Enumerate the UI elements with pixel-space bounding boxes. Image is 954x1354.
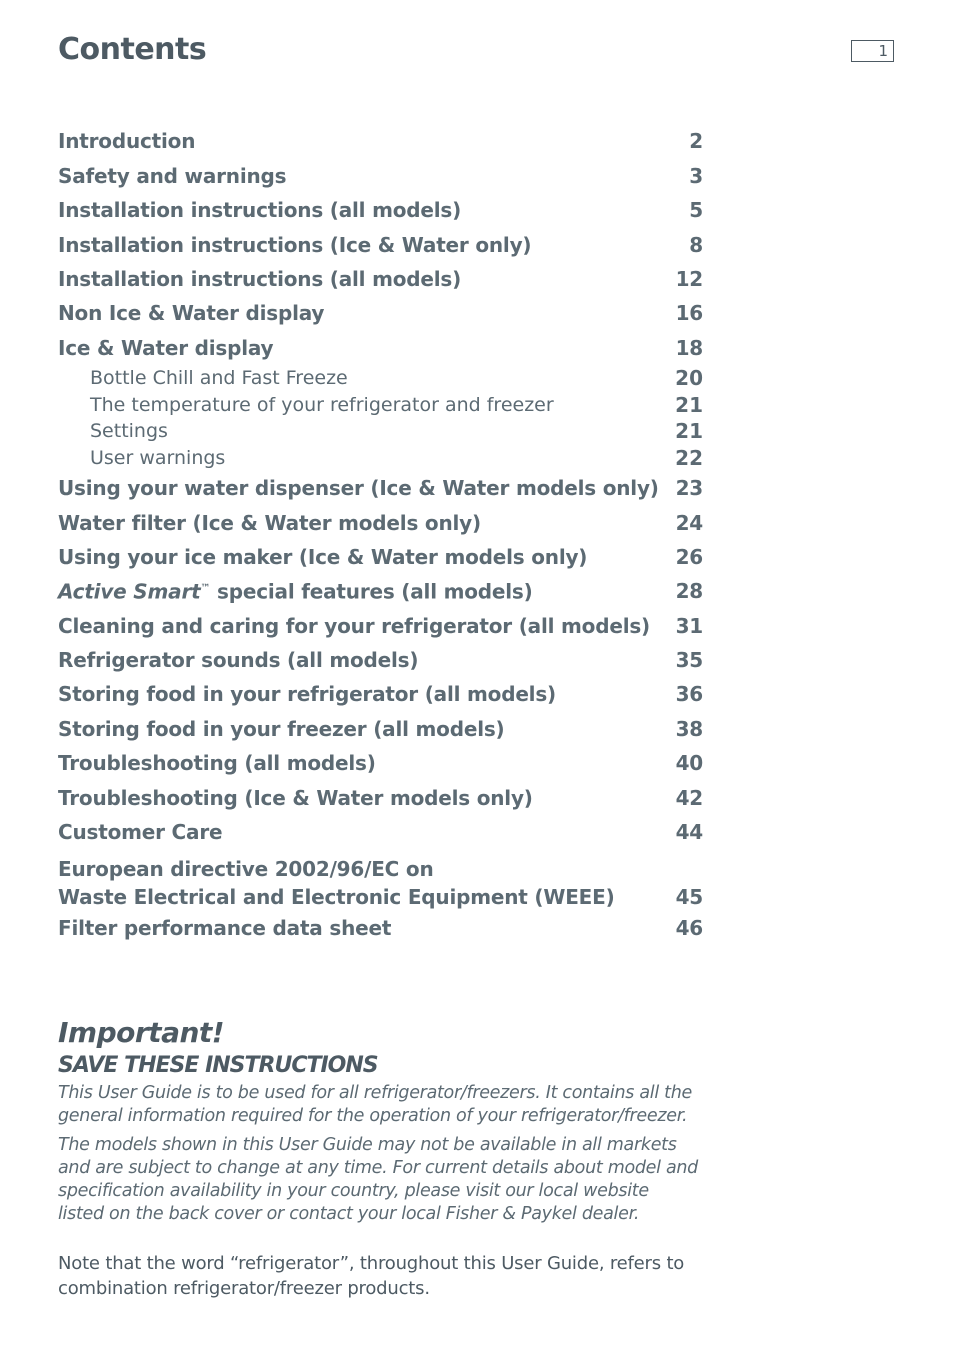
toc-entry-page: 28 bbox=[675, 579, 703, 604]
usage-paragraph: This User Guide is to be used for all refrigerator/freezers. It contains all the general information required for the operation of your refrigerator/freezer. bbox=[58, 1083, 692, 1126]
toc-entry[interactable] bbox=[58, 227, 703, 261]
toc-entry[interactable] bbox=[58, 540, 703, 574]
toc-entry-label: Storing food in your freezer (all models) bbox=[58, 716, 505, 741]
toc-entry-label: Using your ice maker (Ice & Water models only) bbox=[58, 544, 588, 569]
toc-entry-label bbox=[58, 572, 533, 609]
toc-entry[interactable] bbox=[58, 849, 703, 911]
toc-entry-label: User warnings bbox=[90, 446, 226, 469]
toc-entry[interactable] bbox=[58, 330, 703, 364]
toc-entry[interactable] bbox=[58, 193, 703, 227]
toc-entry[interactable] bbox=[58, 711, 703, 745]
toc-entry-page: 31 bbox=[675, 613, 703, 638]
page-title: Contents bbox=[58, 32, 207, 67]
toc-entry[interactable] bbox=[58, 124, 703, 158]
toc-entry-label: Refrigerator sounds (all models) bbox=[58, 648, 419, 673]
toc-entry-page: 20 bbox=[675, 366, 703, 391]
toc-entry-page: 2 bbox=[689, 129, 703, 154]
models-paragraph: The models shown in this User Guide may not be available in all markets and are subject to change at any time. For current details about model and specification availability in your country, please visit our local website listed on the back cover or contact your local Fisher & Paykel dealer. bbox=[58, 1135, 698, 1224]
toc-entry-page: 42 bbox=[675, 785, 703, 810]
toc-entry-label: Installation instructions (Ice & Water only) bbox=[58, 232, 532, 257]
toc-entry-label: Troubleshooting (all models) bbox=[58, 751, 376, 776]
toc-entry-label: Storing food in your refrigerator (all models) bbox=[58, 682, 556, 707]
toc-subentry[interactable] bbox=[58, 391, 703, 418]
toc-entry-label-rest: special features (all models) bbox=[210, 579, 533, 604]
toc-entry-page: 36 bbox=[675, 682, 703, 707]
toc-entry-page: 16 bbox=[675, 301, 703, 326]
toc-entry-page: 26 bbox=[675, 544, 703, 569]
toc-entry-label: Settings bbox=[90, 420, 168, 443]
toc-entry[interactable] bbox=[58, 608, 703, 642]
toc-entry-page: 21 bbox=[675, 392, 703, 417]
toc-entry-label bbox=[58, 855, 615, 911]
toc-entry-page: 12 bbox=[675, 266, 703, 291]
toc-entry-page: 3 bbox=[689, 163, 703, 188]
toc-entry-label: Installation instructions (all models) bbox=[58, 198, 462, 223]
toc-entry[interactable] bbox=[58, 505, 703, 539]
toc-entry-label: Ice & Water display bbox=[58, 335, 274, 360]
toc-entry-label: Bottle Chill and Fast Freeze bbox=[90, 367, 348, 390]
toc-entry[interactable] bbox=[58, 780, 703, 814]
toc-subentry[interactable] bbox=[58, 365, 703, 392]
toc-entry[interactable] bbox=[58, 815, 703, 849]
toc-subentry[interactable] bbox=[58, 444, 703, 471]
toc-entry-page: 23 bbox=[675, 476, 703, 501]
toc-entry-label-line1: European directive 2002/96/EC on bbox=[58, 857, 434, 882]
refrigerator-note: Note that the word “refrigerator”, throughout this User Guide, refers to combination refrigerator/freezer products. bbox=[58, 1253, 685, 1299]
toc-entry-page: 8 bbox=[689, 232, 703, 257]
toc-entry[interactable] bbox=[58, 262, 703, 296]
toc-entry[interactable] bbox=[58, 158, 703, 192]
toc-entry[interactable] bbox=[58, 911, 703, 945]
toc-entry-label: Customer Care bbox=[58, 820, 223, 845]
toc-entry-page: 40 bbox=[675, 751, 703, 776]
toc-entry-page: 46 bbox=[675, 916, 703, 941]
toc-entry-label: The temperature of your refrigerator and freezer bbox=[90, 393, 554, 416]
toc-entry-page: 22 bbox=[675, 445, 703, 470]
toc-entry[interactable] bbox=[58, 677, 703, 711]
toc-entry-label: Filter performance data sheet bbox=[58, 916, 392, 941]
toc-entry-label: Introduction bbox=[58, 129, 196, 154]
trademark-symbol: ™ bbox=[200, 582, 211, 594]
toc-entry[interactable] bbox=[58, 746, 703, 780]
toc-entry-page: 38 bbox=[675, 716, 703, 741]
toc-entry-label: Troubleshooting (Ice & Water models only) bbox=[58, 785, 533, 810]
save-instructions-heading: SAVE THESE INSTRUCTIONS bbox=[58, 1053, 378, 1078]
toc-entry-page: 44 bbox=[675, 820, 703, 845]
toc-entry-label: Installation instructions (all models) bbox=[58, 266, 462, 291]
toc-entry-page: 24 bbox=[675, 510, 703, 535]
table-of-contents bbox=[58, 124, 703, 945]
page-number: 1 bbox=[851, 40, 894, 62]
toc-subentry[interactable] bbox=[58, 418, 703, 445]
toc-entry-page: 5 bbox=[689, 198, 703, 223]
toc-entry[interactable] bbox=[58, 574, 703, 608]
toc-entry-label: Safety and warnings bbox=[58, 163, 287, 188]
toc-entry-page: 21 bbox=[675, 419, 703, 444]
toc-entry-page: 35 bbox=[675, 648, 703, 673]
toc-entry-label: Cleaning and caring for your refrigerator (all models) bbox=[58, 613, 651, 638]
toc-entry-label: Non Ice & Water display bbox=[58, 301, 325, 326]
toc-entry-label: Using your water dispenser (Ice & Water models only) bbox=[58, 476, 659, 501]
toc-entry-page: 18 bbox=[675, 335, 703, 360]
toc-entry[interactable] bbox=[58, 643, 703, 677]
toc-entry[interactable] bbox=[58, 296, 703, 330]
important-heading: Important! bbox=[58, 1016, 225, 1049]
toc-entry-page: 45 bbox=[675, 885, 703, 910]
brand-name: Active Smart bbox=[58, 579, 201, 604]
toc-entry[interactable] bbox=[58, 471, 703, 505]
toc-entry-label-line2: Waste Electrical and Electronic Equipment (WEEE) bbox=[58, 885, 615, 910]
toc-entry-label: Water filter (Ice & Water models only) bbox=[58, 510, 481, 535]
